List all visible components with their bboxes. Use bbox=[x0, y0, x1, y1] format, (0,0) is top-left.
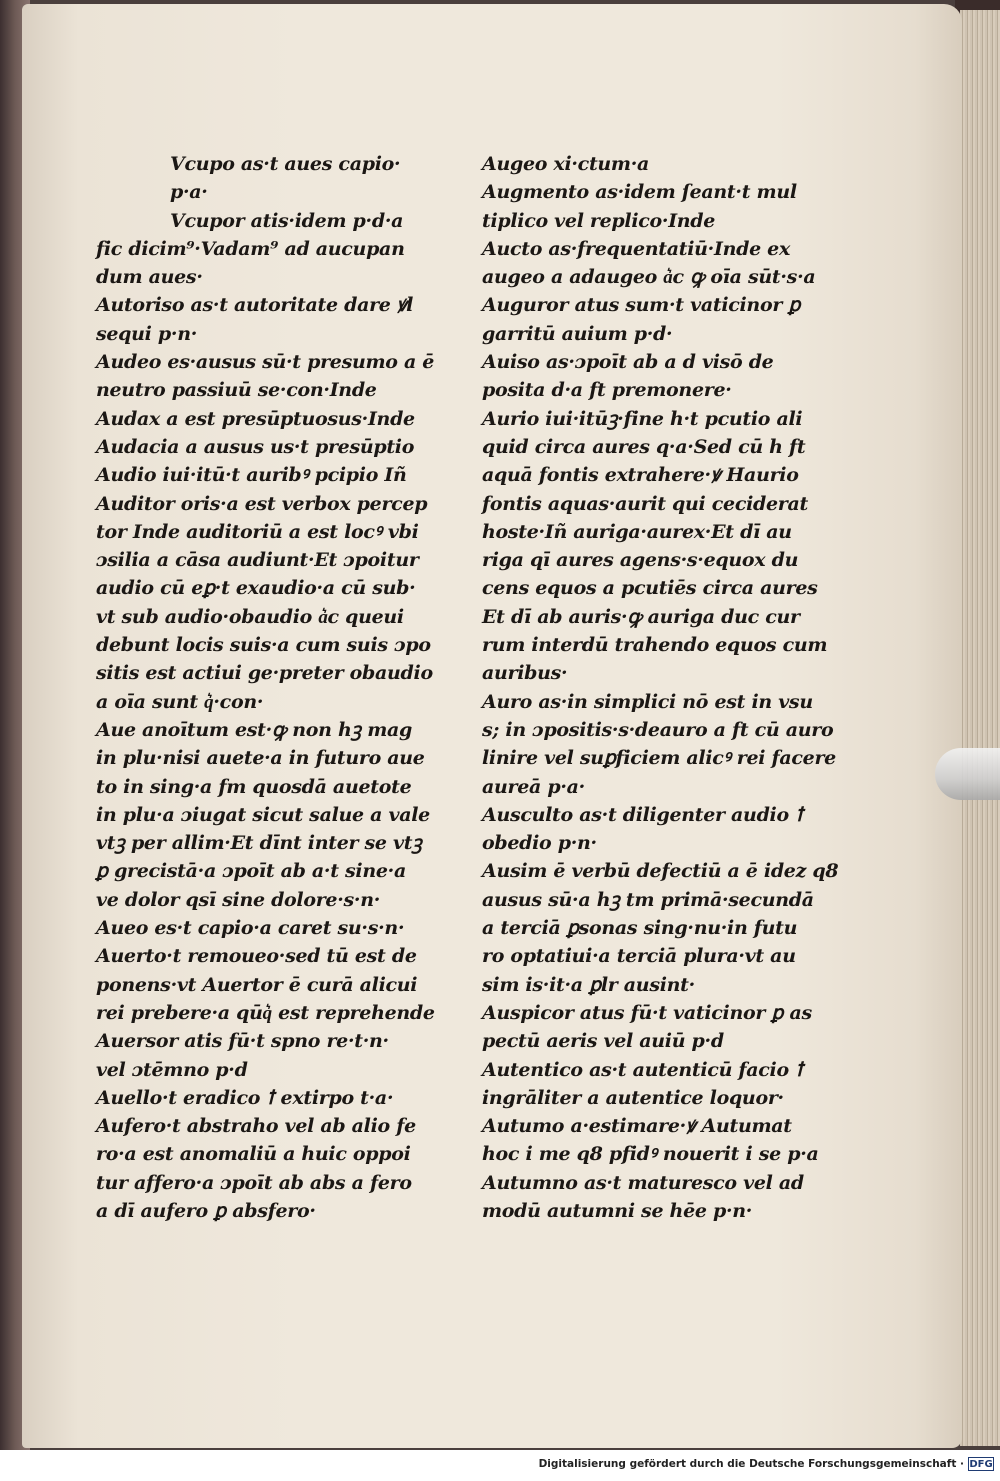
text-line: Ausim ē verbū defectiū a ē idez q8 bbox=[482, 860, 839, 883]
text-line: a terciā ꝑsonas sing·nu·in futu bbox=[482, 917, 798, 940]
text-line: Auguror atus sum·t vaticinor ꝑ bbox=[482, 294, 801, 317]
text-line: Autumo a·estimare·ꝟ Autumat bbox=[482, 1115, 792, 1138]
footer-bar bbox=[0, 1450, 1000, 1481]
book-fore-edge bbox=[960, 10, 1000, 1446]
text-line: ausus sū·a hꝫ tm primā·secundā bbox=[482, 888, 814, 911]
text-column-right bbox=[482, 150, 839, 1225]
text-line: dum aues· bbox=[96, 266, 203, 289]
text-line: Ausculto as·t diligenter audio ꝉ bbox=[482, 803, 803, 826]
text-line: linire vel suꝑficiem alicꝰ rei facere bbox=[482, 747, 836, 770]
text-line: Auro as·in simplici nō est in vsu bbox=[482, 690, 813, 713]
text-line: hoc i me q8 pfidꝰ nouerit i se p·a bbox=[482, 1143, 819, 1166]
text-line: aquā fontis extrahere·ꝟ Haurio bbox=[482, 464, 799, 487]
text-line: Auspicor atus fū·t vaticinor ꝑ as bbox=[482, 1001, 812, 1024]
text-line: to in sing·a fm quosdā auetote bbox=[96, 775, 412, 798]
text-line: sitis est actiui ge·preter obaudio bbox=[96, 662, 433, 685]
footer-credit: Digitalisierung gefördert durch die Deutsche Forschungsgemeinschaft · bbox=[538, 1458, 964, 1470]
text-line: pectū aeris vel auiū p·d bbox=[482, 1030, 724, 1053]
text-line: Autentico as·t autenticū facio ꝉ bbox=[482, 1058, 803, 1081]
text-column-left bbox=[96, 150, 435, 1225]
text-line: rum interdū trahendo equos cum bbox=[482, 634, 828, 657]
text-line: Autumno as·t maturesco vel ad bbox=[482, 1171, 804, 1194]
text-line: modū autumni se hēe p·n· bbox=[482, 1199, 753, 1222]
text-line: ro·a est anomaliū a huic oppoi bbox=[96, 1143, 411, 1166]
text-line: fontis aquas·aurit qui ceciderat bbox=[482, 492, 808, 515]
text-line: Vcupor atis·idem p·d·a bbox=[170, 209, 404, 232]
text-line: Augmento as·idem ſeant·t mul bbox=[482, 181, 797, 204]
text-line: ɔsilia a cāsa audiunt·Et ɔpoitur bbox=[96, 549, 419, 572]
text-line: Vcupo as·t aues capio· bbox=[170, 153, 401, 175]
text-line: tiplico vel replico·Inde bbox=[482, 209, 716, 232]
text-line: vtꝫ per allim·Et dīnt inter se vtꝫ bbox=[96, 832, 422, 855]
text-line: Et dī ab auris·ꝙ auriga duc cur bbox=[482, 605, 800, 628]
text-line: Aucto as·frequentatiū·Inde ex bbox=[482, 237, 791, 260]
text-line: sequi p·n· bbox=[96, 322, 198, 345]
text-line: Aue anoītum est·ꝙ non hꝫ mag bbox=[96, 718, 412, 741]
text-line: obedio p·n· bbox=[482, 832, 597, 855]
text-line: ingrāliter a autentice loquor· bbox=[482, 1086, 784, 1109]
text-line: Autoriso as·t autoritate dare ꝟl bbox=[96, 294, 414, 317]
text-line: Audacia a ausus us·t presūptio bbox=[96, 435, 415, 458]
text-line: garritū auium p·d· bbox=[482, 322, 673, 345]
text-line: ro optatiui·a terciā plura·vt au bbox=[482, 945, 796, 968]
text-line: augeo a adaugeo a͛c ꝙ oīa sūt·s·a bbox=[482, 266, 816, 289]
text-line: Aurio iui·itūꝫ·fine h·t pcutio ali bbox=[482, 407, 803, 430]
text-line: p·a· bbox=[170, 181, 208, 204]
text-line: aureā p·a· bbox=[482, 775, 585, 798]
text-line: debunt locis suis·a cum suis ɔpo bbox=[96, 634, 431, 657]
text-line: ve dolor qsī sine dolore·s·n· bbox=[96, 888, 381, 911]
text-line: Audax a est presūptuosus·Inde bbox=[96, 407, 415, 430]
text-line: vel ɔtēmno p·d bbox=[96, 1058, 248, 1081]
text-line: a oīa sunt q͛·con· bbox=[96, 690, 264, 713]
text-line: hoste·Iñ auriga·aurex·Et dī au bbox=[482, 520, 792, 543]
text-line: fic dicim⁹·Vadam⁹ ad aucupan bbox=[96, 237, 405, 260]
text-line: tor Inde auditoriū a est locꝰ vbi bbox=[96, 520, 419, 543]
text-line: sim is·it·a ꝑlr ausint· bbox=[482, 973, 695, 996]
text-line: Augeo xi·ctum·a bbox=[482, 153, 650, 175]
text-line: Auditor oris·a est verbox percep bbox=[96, 492, 428, 515]
text-line: Auello·t eradico ꝉ extirpo t·a· bbox=[96, 1086, 394, 1109]
dfg-logo-icon: DFG bbox=[969, 1459, 993, 1470]
text-line: audio cū eꝑ·t exaudio·a cū sub· bbox=[96, 577, 416, 600]
text-line: vt sub audio·obaudio a͛c queui bbox=[96, 605, 404, 628]
page-marker-tab bbox=[935, 748, 1000, 800]
text-line: Audeo es·ausus sū·t presumo a ē bbox=[96, 351, 435, 374]
text-line: Aufero·t abstraho vel ab alio fe bbox=[96, 1115, 416, 1138]
text-line: quid circa aures q·a·Sed cū h ft bbox=[482, 435, 806, 458]
text-line: rei prebere·a qūq͛ est reprehende bbox=[96, 1001, 435, 1024]
text-line: posita d·a ft premonere· bbox=[482, 379, 732, 402]
text-line: cens equos a pcutiēs circa aures bbox=[482, 577, 818, 600]
text-line: ꝑ grecistā·a ɔpoīt ab a·t sine·a bbox=[96, 860, 406, 883]
text-line: riga qī aures agens·s·equox du bbox=[482, 549, 799, 572]
text-line: Aueo es·t capio·a caret su·s·n· bbox=[96, 917, 405, 940]
text-line: auribus· bbox=[482, 662, 568, 685]
text-line: Audio iui·itū·t auribꝰ pcipio Iñ bbox=[96, 464, 407, 487]
text-line: Auerto·t remoueo·sed tū est de bbox=[96, 945, 417, 968]
text-line: neutro passiuū se·con·Inde bbox=[96, 379, 377, 402]
text-line: Auiso as·ɔpoīt ab a d visō de bbox=[482, 351, 774, 374]
text-line: s; in ɔpositis·s·deauro a ft cū auro bbox=[482, 718, 834, 741]
text-line: Auersor atis fū·t spno re·t·n· bbox=[96, 1030, 389, 1053]
text-line: ponens·vt Auertor ē curā alicui bbox=[96, 973, 418, 996]
text-line: tur affero·a ɔpoīt ab abs a fero bbox=[96, 1171, 412, 1194]
text-line: a dī aufero ꝑ absfero· bbox=[96, 1199, 316, 1222]
text-line: in plu·nisi auete·a in futuro aue bbox=[96, 747, 425, 770]
text-line: in plu·a ɔiugat sicut salue a vale bbox=[96, 803, 430, 826]
